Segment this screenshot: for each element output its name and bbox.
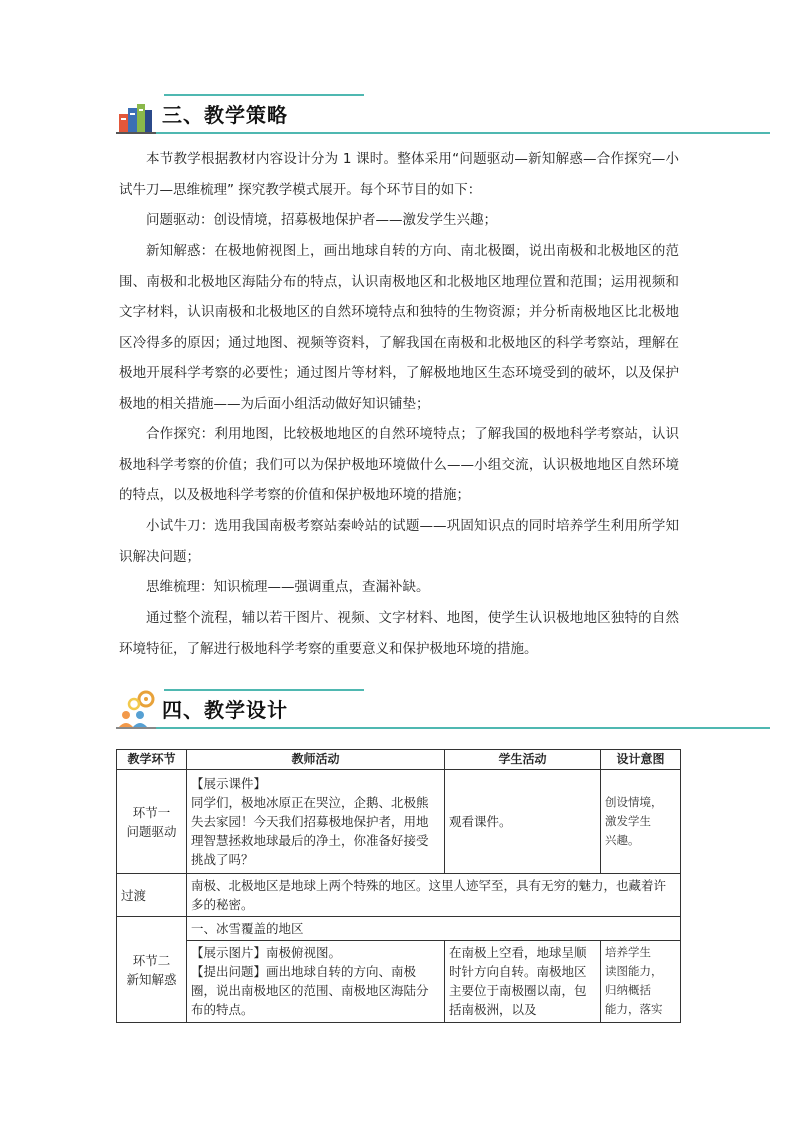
paragraph-summary: 通过整个流程，辅以若干图片、视频、文字材料、地图，使学生认识极地地区独特的自然环境特征，了解进行极地科学考察的重要意义和保护极地环境的措施。: [119, 610, 679, 657]
heading-rule-top: [164, 94, 364, 96]
table-row: [117, 770, 681, 874]
section-heading-design: [116, 689, 770, 729]
activity-tag: 【提出问题】: [191, 964, 267, 979]
table-row: [117, 941, 681, 1023]
header-intent: 设计意图: [601, 750, 681, 770]
heading-rule-top: [164, 689, 364, 691]
subsection-title-cell: 一、冰雪覆盖的地区: [187, 917, 681, 941]
section-heading-strategy: [116, 94, 770, 134]
activity-tag: 【展示课件】: [191, 776, 267, 791]
section-title: 三、教学策略: [162, 103, 288, 127]
books-icon: [116, 94, 160, 134]
transition-text-cell: 南极、北极地区是地球上两个特殊的地区。这里人迹罕至，具有无穷的魅力，也藏着许多的秘密。: [187, 874, 681, 917]
paragraph-stage-3: 合作探究：利用地图，比较极地地区的自然环境特点；了解我国的极地科学考察站，认识极地科学考察的价值；我们可以为保护极地环境做什么——小组交流，认识极地地区自然环境的特点，以及极地科学考察的价值和保护极地环境的措施；: [119, 426, 679, 503]
table-header-row: [117, 750, 681, 770]
activity-text: 画出地球自转的方向、南极圈，说出南极地区的范围、南极地区海陆分布的特点。: [191, 964, 429, 1017]
paragraph-stage-1: 问题驱动：创设情境，招募极地保护者——激发学生兴趣；: [146, 212, 497, 228]
activity-text: 同学们，极地冰原正在哭泣，企鹅、北极熊失去家园！今天我们招募极地保护者，用地理智慧拯救地球最后的净土，你准备好接受挑战了吗？: [191, 795, 429, 867]
paragraph-intro: 本节教学根据教材内容设计分为 1 课时。整体采用“问题驱动—新知解惑—合作探究—小试牛刀—思维梳理” 探究教学模式展开。每个环节目的如下：: [119, 151, 679, 198]
table-row: [117, 917, 681, 941]
stage-cell: 环节一 问题驱动: [117, 770, 187, 874]
teaching-design-table: [116, 749, 681, 1023]
design-intent-cell: 培养学生 读图能力， 归纳概括 能力，落实: [601, 941, 681, 1023]
activity-text: 南极俯视图。: [266, 945, 342, 960]
student-activity-cell: 在南极上空看，地球呈顺时针方向自转。南极地区主要位于南极圈以南，包括南极洲，以及: [445, 941, 601, 1023]
header-teacher: 教师活动: [187, 750, 445, 770]
student-activity-cell: 观看课件。: [445, 770, 601, 874]
paragraph-stage-5: 思维梳理：知识梳理——强调重点，查漏补缺。: [146, 579, 430, 595]
gears-people-icon: [116, 689, 160, 729]
stage-cell: 环节二 新知解惑: [117, 917, 187, 1023]
section-title: 四、教学设计: [162, 698, 288, 722]
activity-tag: 【展示图片】: [191, 945, 267, 960]
paragraph-stage-4: 小试牛刀：选用我国南极考察站秦岭站的试题——巩固知识点的同时培养学生利用所学知识解决问题；: [119, 518, 679, 565]
paragraph-stage-2: 新知解惑：在极地俯视图上，画出地球自转的方向、南北极圈，说出南极和北极地区的范围、南极和北极地区海陆分布的特点，认识南极地区和北极地区地理位置和范围；运用视频和文字材料，认识南极和北极地区的自然环境特点和独特的生物资源；并分析南极地区比北极地区冷得多的原因；通过地图、视频等资料，了解我国在南极和北极地区的科学考察站，理解在极地开展科学考察的必要性；通过图片等材料，了解极地地区生态环境受到的破坏，以及保护极地的相关措施——为后面小组活动做好知识铺垫；: [119, 243, 679, 412]
teacher-activity-cell: [187, 770, 445, 874]
table-row: [117, 874, 681, 917]
design-intent-cell: 创设情境， 激发学生 兴趣。: [601, 770, 681, 874]
header-student: 学生活动: [445, 750, 601, 770]
heading-rule-bottom: [156, 727, 770, 729]
teacher-activity-cell: [187, 941, 445, 1023]
stage-cell: 过渡: [117, 874, 187, 917]
header-stage: 教学环节: [117, 750, 187, 770]
heading-rule-bottom: [156, 132, 770, 134]
